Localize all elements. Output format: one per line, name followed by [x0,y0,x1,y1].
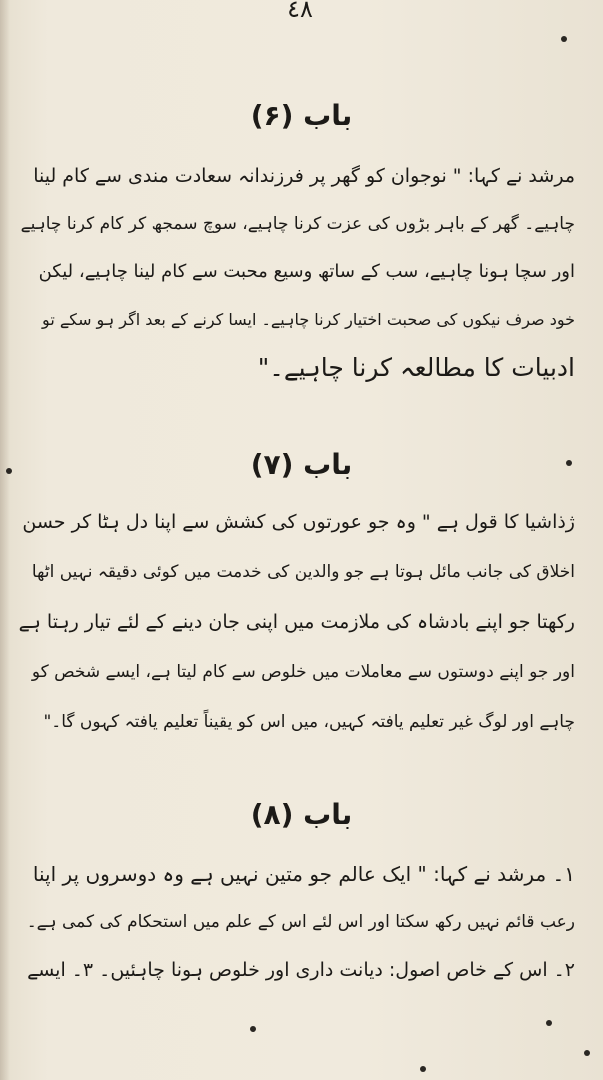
text-line: ژذاشیا کا قول ہے " وہ جو عورتوں کی کشش سے اپنا دل ہٹا کر حسن [22,511,575,533]
text-line: خود صرف نیکوں کی صحبت اختیار کرنا چاہیے۔ ایسا کرنے کے بعد اگر ہو سکے تو [42,310,575,329]
text-line: رعب قائم نہیں رکھ سکتا اور اس لئے اس کے علم میں استحکام کی کمی ہے۔ [26,912,575,932]
paper-speck [546,1020,552,1026]
paper-speck [250,1026,256,1032]
paper-speck [561,36,567,42]
text-line: اخلاق کی جانب مائل ہوتا ہے جو والدین کی خدمت میں کوئی دقیقہ نہیں اٹھا [31,562,575,582]
chapter-heading: باب (۶) [250,99,353,132]
text-line: مرشد نے کہا: " نوجوان کو گھر پر فرزندانہ سعادت مندی سے کام لینا [33,165,575,187]
text-line: چاہے اور لوگ غیر تعلیم یافتہ کہیں، میں اس کو یقیناً تعلیم یافتہ کہوں گا۔" [43,712,575,732]
text-line: ۱۔ مرشد نے کہا: " ایک عالم جو متین نہیں ہے وہ دوسروں پر اپنا [32,862,575,886]
text-line: ادبیات کا مطالعہ کرنا چاہیے۔" [257,353,575,382]
text-line: اور جو اپنے دوستوں سے معاملات میں خلوص سے کام لیتا ہے، ایسے شخص کو [31,662,575,682]
text-line: اور سچا ہونا چاہیے، سب کے ساتھ وسیع محبت سے کام لینا چاہیے، لیکن [38,261,575,282]
chapter-heading: باب (۸) [250,798,353,831]
paper-speck [584,1050,590,1056]
page-gutter-shadow [0,0,10,1080]
paper-speck [420,1066,426,1072]
page-number: ٤٨ [287,0,313,23]
text-line: چاہیے۔ گھر کے باہر بڑوں کی عزت کرنا چاہیے، سوچ سمجھ کر کام کرنا چاہیے [20,214,575,234]
paper-speck [566,460,572,466]
text-line: رکھتا جو اپنے بادشاہ کی ملازمت میں اپنی جان دینے کے لئے تیار رہتا ہے [18,611,575,633]
chapter-heading: باب (۷) [250,448,353,481]
paper-speck [6,468,12,474]
text-line: ۲۔ اس کے خاص اصول: دیانت داری اور خلوص ہونا چاہئیں۔ ۳۔ ایسے [27,959,575,981]
